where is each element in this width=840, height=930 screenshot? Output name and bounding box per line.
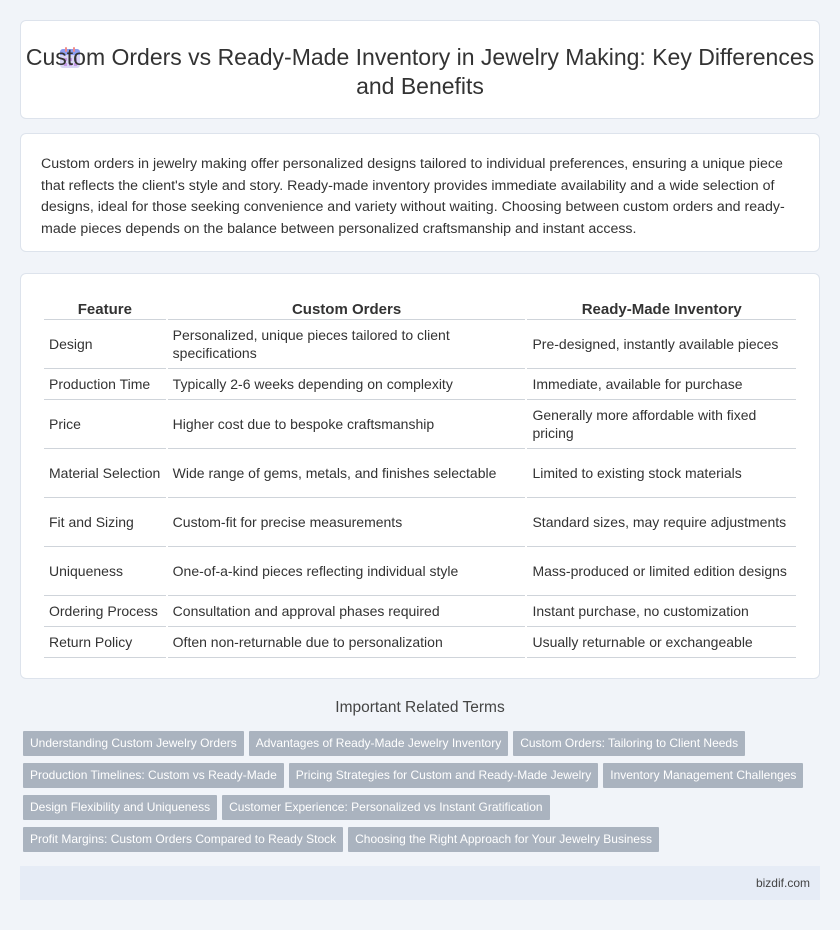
feature-cell: Ordering Process	[44, 596, 166, 627]
related-term-tag[interactable]: Choosing the Right Approach for Your Jewelry Business	[348, 827, 659, 852]
comparison-table	[42, 294, 798, 658]
custom-cell: Typically 2-6 weeks depending on complexity	[168, 369, 526, 400]
table-row	[44, 627, 796, 658]
table-row	[44, 498, 796, 547]
custom-cell: Personalized, unique pieces tailored to client specifications	[168, 320, 526, 369]
custom-cell: One-of-a-kind pieces reflecting individual style	[168, 547, 526, 596]
feature-cell: Production Time	[44, 369, 166, 400]
ready-cell: Limited to existing stock materials	[527, 449, 796, 498]
ready-cell: Instant purchase, no customization	[527, 596, 796, 627]
feature-cell: Return Policy	[44, 627, 166, 658]
intro-paragraph: Custom orders in jewelry making offer personalized designs tailored to individual preferences, ensuring a unique piece that reflects the client's style and story. Ready-made inventory provides immediate availability and a wide selection of designs, ideal for those seeking convenience and variety without waiting. Choosing between custom orders and ready-made pieces depends on the balance between personalized craftsmanship and instant access.	[41, 156, 785, 237]
feature-cell: Fit and Sizing	[44, 498, 166, 547]
custom-cell: Consultation and approval phases required	[168, 596, 526, 627]
related-term-tag[interactable]: Custom Orders: Tailoring to Client Needs	[513, 731, 745, 756]
footer	[20, 866, 820, 900]
header-feature: Feature	[44, 294, 166, 320]
custom-cell: Higher cost due to bespoke craftsmanship	[168, 400, 526, 449]
feature-cell: Material Selection	[44, 449, 166, 498]
related-term-tag[interactable]: Production Timelines: Custom vs Ready-Made	[23, 763, 284, 788]
feature-cell: Design	[44, 320, 166, 369]
feature-cell: Price	[44, 400, 166, 449]
table-row	[44, 320, 796, 369]
header-ready-made: Ready-Made Inventory	[527, 294, 796, 320]
related-term-tag[interactable]: Pricing Strategies for Custom and Ready-Made Jewelry	[289, 763, 598, 788]
ready-cell: Generally more affordable with fixed pricing	[527, 400, 796, 449]
ready-cell: Standard sizes, may require adjustments	[527, 498, 796, 547]
header-custom-orders: Custom Orders	[168, 294, 526, 320]
table-row	[44, 547, 796, 596]
related-term-tag[interactable]: Understanding Custom Jewelry Orders	[23, 731, 244, 756]
comparison-card	[20, 273, 820, 679]
table-row	[44, 369, 796, 400]
ready-cell: Mass-produced or limited edition designs	[527, 547, 796, 596]
related-term-tag[interactable]: Inventory Management Challenges	[603, 763, 803, 788]
related-term-tag[interactable]: Design Flexibility and Uniqueness	[23, 795, 217, 820]
ready-cell: Pre-designed, instantly available pieces	[527, 320, 796, 369]
table-row	[44, 400, 796, 449]
related-terms-title: Important Related Terms	[335, 699, 505, 716]
custom-cell: Custom-fit for precise measurements	[168, 498, 526, 547]
feature-cell: Uniqueness	[44, 547, 166, 596]
related-term-tag[interactable]: Advantages of Ready-Made Jewelry Inventory	[249, 731, 508, 756]
table-header-row	[44, 294, 796, 320]
ready-cell: Usually returnable or exchangeable	[527, 627, 796, 658]
table-row	[44, 449, 796, 498]
footer-site-link[interactable]: bizdif.com	[755, 876, 810, 890]
related-term-tag[interactable]: Customer Experience: Personalized vs Instant Gratification	[222, 795, 549, 820]
header-card	[20, 20, 820, 119]
table-row	[44, 596, 796, 627]
related-terms-tags	[23, 731, 813, 859]
custom-cell: Wide range of gems, metals, and finishes selectable	[168, 449, 526, 498]
intro-card	[20, 133, 820, 252]
related-term-tag[interactable]: Profit Margins: Custom Orders Compared to Ready Stock	[23, 827, 343, 852]
page-title: Custom Orders vs Ready-Made Inventory in Jewelry Making: Key Differences and Benefits	[25, 44, 815, 99]
ready-cell: Immediate, available for purchase	[527, 369, 796, 400]
custom-cell: Often non-returnable due to personalization	[168, 627, 526, 658]
